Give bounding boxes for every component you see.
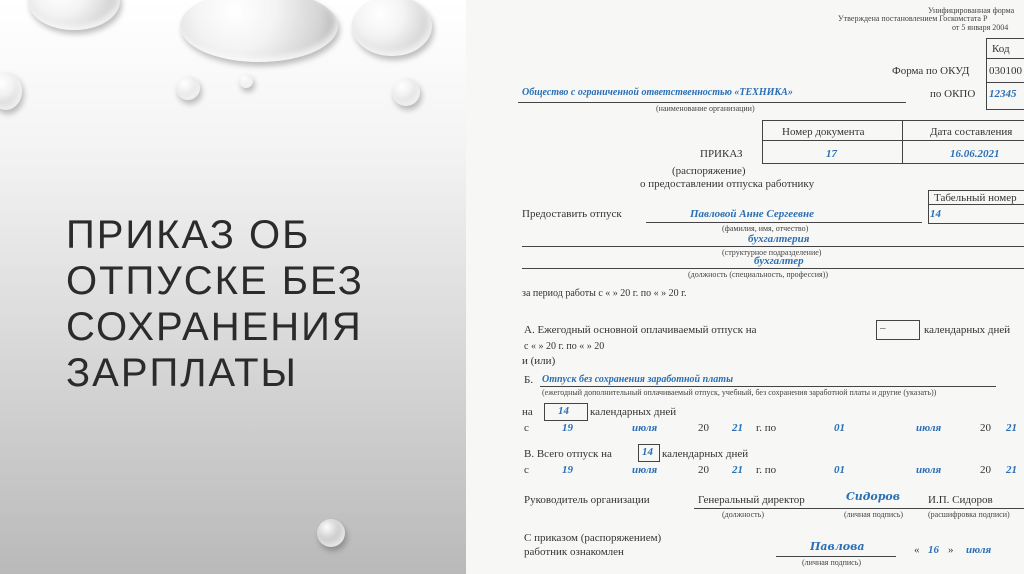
acknowledgement-label: работник ознакомлен [524, 546, 624, 558]
water-drop-decoration [239, 74, 253, 88]
okud-label: Форма по ОКУД [892, 65, 970, 77]
quote-open: « [914, 544, 920, 556]
slide-title-panel [0, 0, 466, 574]
underline [522, 268, 1024, 269]
divider [902, 120, 903, 163]
underline [518, 102, 906, 103]
slide-title-line: ОТПУСКЕ БЕЗ [66, 259, 364, 303]
position: бухгалтер [754, 255, 804, 267]
water-drop-decoration [352, 0, 432, 56]
day-to: 01 [834, 422, 845, 434]
work-period-line: за период работы с « » 20 г. по « » 20 г. [522, 288, 687, 299]
month-from: июля [632, 422, 658, 434]
total-month-from: июля [632, 464, 658, 476]
order-purpose: о предоставлении отпуска работнику [640, 178, 815, 190]
calendar-days-label: календарных дней [590, 406, 677, 418]
total-year-from: 21 [732, 464, 743, 476]
year-prefix: 20 [980, 422, 991, 434]
employee-signature: Павлова [810, 540, 865, 553]
form-header: Утверждена постановлением Госкомстата Р [838, 14, 988, 23]
employee-name: Павловой Анне Сергеевне [690, 208, 814, 220]
water-drop-decoration [317, 519, 345, 547]
head-signature: Сидоров [846, 490, 900, 503]
underline [646, 222, 922, 223]
fio-caption: (фамилия, имя, отчество) [722, 224, 809, 233]
water-drop-decoration [0, 72, 22, 110]
acknowledgement-label: С приказом (распоряжением) [524, 532, 662, 544]
ack-day: 16 [928, 544, 939, 556]
tabel-number-label: Табельный номер [934, 192, 1017, 204]
water-drop-decoration [392, 78, 420, 106]
organization-caption: (наименование организации) [656, 104, 755, 113]
doc-date-label: Дата составления [930, 126, 1013, 138]
order-subtitle: (распоряжение) [672, 165, 746, 177]
code-label: Код [992, 43, 1010, 55]
head-name: И.П. Сидоров [928, 494, 993, 506]
okpo-label: по ОКПО [930, 88, 976, 100]
leave-type: Отпуск без сохранения заработной платы [542, 374, 734, 385]
head-label: Руководитель организации [524, 494, 650, 506]
department-caption: (структурное подразделение) [722, 248, 822, 257]
divider [928, 204, 1024, 205]
slide-title-line: ПРИКАЗ ОБ [66, 213, 311, 257]
month-to: июля [916, 422, 942, 434]
form-header: от 5 января 2004 [952, 23, 1009, 32]
water-drop-decoration [176, 76, 200, 100]
section-a-label: А. Ежегодный основной оплачиваемый отпуск на [524, 324, 757, 336]
signature-caption: (личная подпись) [844, 510, 904, 519]
from-label: с [524, 464, 529, 476]
ack-month: июля [966, 544, 992, 556]
section-b-label: Б. [524, 374, 534, 386]
quote-close: » [948, 544, 954, 556]
doc-date: 16.06.2021 [950, 148, 1000, 160]
to-label: г. по [756, 422, 777, 434]
doc-number-label: Номер документа [782, 126, 865, 138]
okpo-value: 12345 [989, 88, 1017, 100]
slide-title-line: ЗАРПЛАТЫ [66, 351, 298, 395]
total-month-to: июля [916, 464, 942, 476]
calendar-days-label: календарных дней [924, 324, 1011, 336]
to-label: г. по [756, 464, 777, 476]
divider [986, 82, 1024, 83]
year-to: 21 [1006, 422, 1017, 434]
section-a-days: – [880, 322, 886, 334]
organization-name: Общество с ограниченной ответственностью «ТЕХНИКА» [522, 87, 793, 98]
okud-value: 030100 [989, 65, 1022, 77]
from-label: с [524, 422, 529, 434]
doc-number: 17 [826, 148, 837, 160]
year-prefix: 20 [698, 464, 709, 476]
head-position: Генеральный директор [698, 494, 805, 506]
signature-caption: (личная подпись) [802, 558, 862, 567]
day-from: 19 [562, 422, 573, 434]
total-day-from: 19 [562, 464, 573, 476]
position-caption: (должность (специальность, профессия)) [688, 270, 828, 279]
underline [694, 508, 1024, 509]
calendar-days-label: календарных дней [662, 448, 749, 460]
on-label: на [522, 406, 533, 418]
total-year-to: 21 [1006, 464, 1017, 476]
underline [522, 246, 1024, 247]
section-c-label: В. Всего отпуск на [524, 448, 612, 460]
year-prefix: 20 [980, 464, 991, 476]
underline [540, 386, 996, 387]
leave-type-caption: (ежегодный дополнительный оплачиваемый отпуск, учебный, без сохранения заработной платы и другие (указать)) [542, 388, 937, 397]
and-or-label: и (или) [522, 355, 556, 367]
section-a-dates: с « » 20 г. по « » 20 [524, 341, 605, 352]
form-header: Унифицированная форма [928, 6, 1015, 15]
slide-title [66, 212, 386, 396]
leave-days: 14 [558, 405, 569, 417]
total-days: 14 [642, 446, 653, 458]
underline [776, 556, 896, 557]
total-day-to: 01 [834, 464, 845, 476]
decode-caption: (расшифровка подписи) [928, 510, 1010, 519]
water-drop-decoration [28, 0, 120, 30]
provide-leave-label: Предоставить отпуск [522, 208, 622, 220]
year-from: 21 [732, 422, 743, 434]
slide-title-line: СОХРАНЕНИЯ [66, 305, 363, 349]
water-drop-decoration [180, 0, 338, 62]
department: бухгалтерия [748, 233, 810, 245]
position-caption: (должность) [722, 510, 764, 519]
order-title: ПРИКАЗ [700, 148, 743, 160]
order-document-image [466, 0, 1024, 574]
divider [986, 58, 1024, 59]
divider [762, 140, 1024, 141]
year-prefix: 20 [698, 422, 709, 434]
tabel-number: 14 [930, 208, 941, 220]
